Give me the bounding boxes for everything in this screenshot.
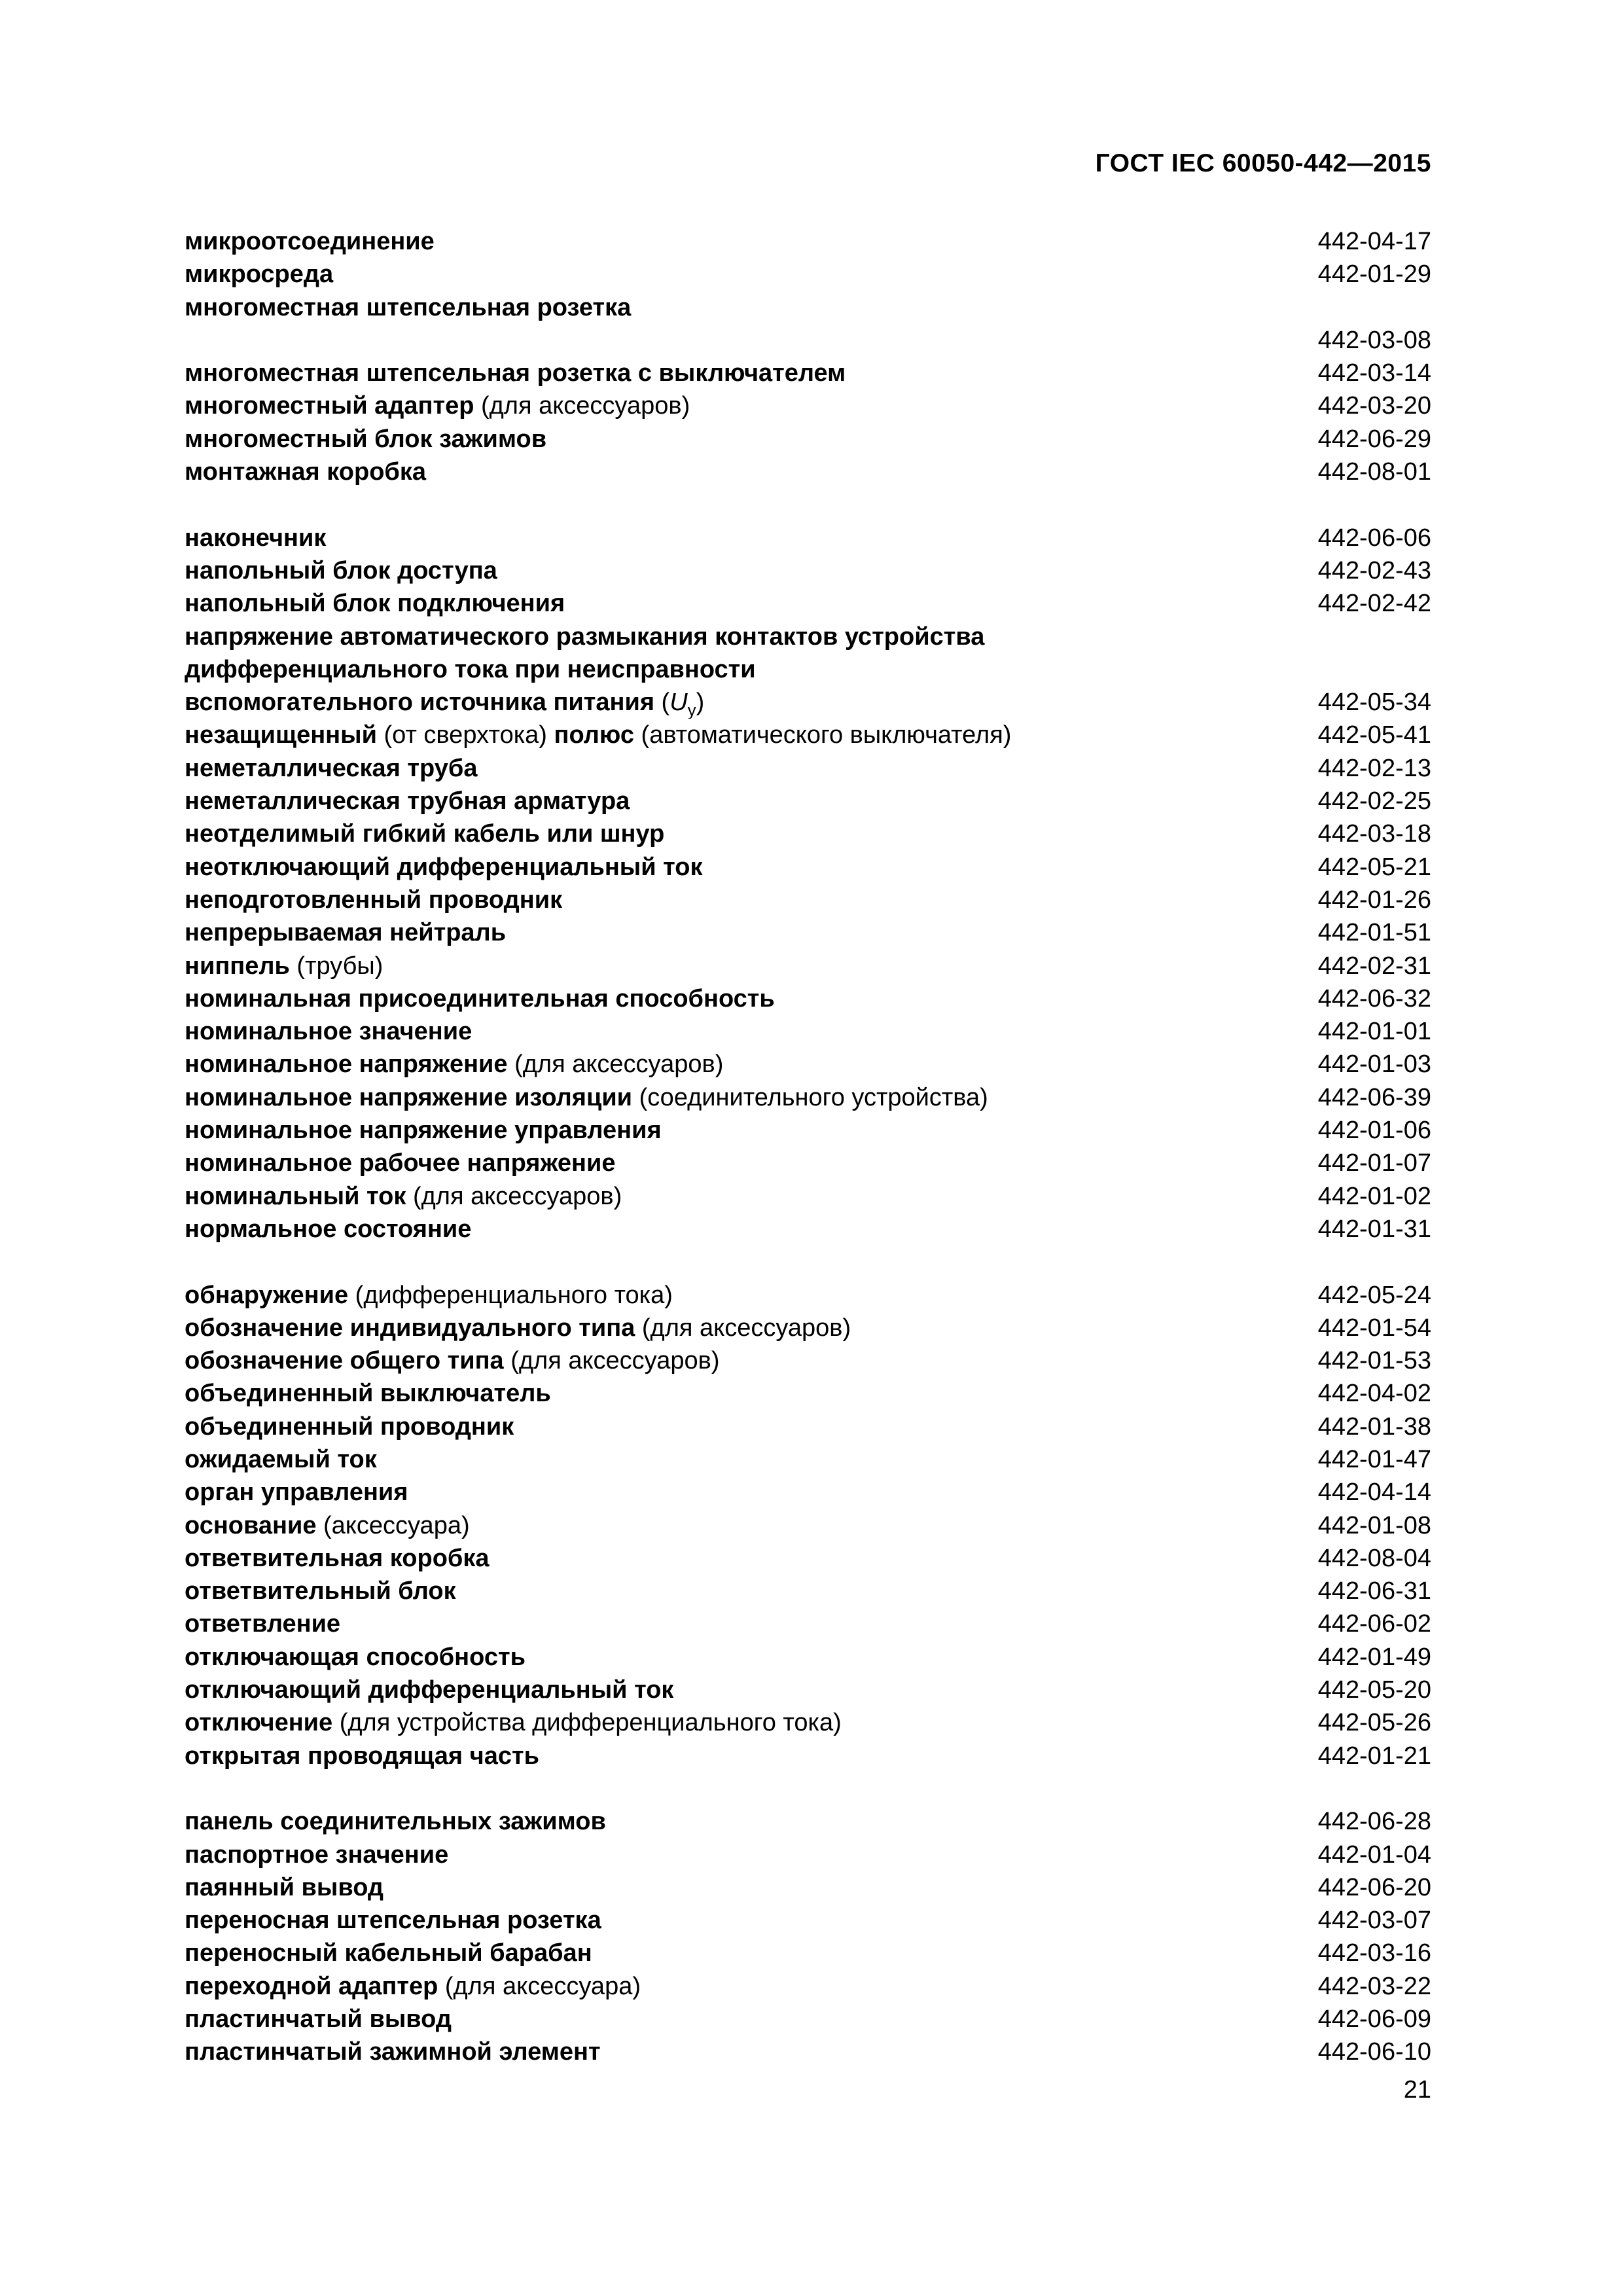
index-entry <box>185 1312 1431 1344</box>
term-code: 442-05-41 <box>1317 721 1431 749</box>
term-name: неотключающий дифференциальный ток <box>185 853 703 881</box>
term-code: 442-01-38 <box>1317 1412 1431 1441</box>
term-code: 442-06-28 <box>1317 1808 1431 1836</box>
index-entry <box>185 1740 1431 1772</box>
index-entry <box>185 324 1431 357</box>
term-code: 442-01-08 <box>1317 1511 1431 1539</box>
index-entry <box>185 1410 1431 1443</box>
term-code: 442-03-14 <box>1317 359 1431 387</box>
index-entry <box>185 1607 1431 1640</box>
index-entry <box>185 258 1431 291</box>
index-term <box>185 357 1318 389</box>
index-term <box>185 752 1318 785</box>
index-entry <box>185 2036 1431 2068</box>
term-code: 442-02-25 <box>1317 787 1431 816</box>
index-term <box>185 851 1318 884</box>
term-code: 442-04-02 <box>1317 1380 1431 1408</box>
term-name: открытая проводящая часть <box>185 1742 539 1770</box>
term-code: 442-03-16 <box>1317 1939 1431 1967</box>
index-entry <box>185 357 1431 389</box>
index-term <box>185 1641 1318 1674</box>
term-code: 442-05-26 <box>1317 1709 1431 1737</box>
term-code: 442-03-20 <box>1317 392 1431 420</box>
index-term <box>185 1904 1318 1937</box>
index-entry <box>185 752 1431 785</box>
term-code: 442-06-06 <box>1317 524 1431 552</box>
term-name: многоместная штепсельная розетка <box>185 293 632 321</box>
term-name: напольный блок доступа <box>185 556 497 584</box>
term-code: 442-04-17 <box>1317 228 1431 255</box>
term-name: переносная штепсельная розетка <box>185 1907 601 1935</box>
term-code: 442-02-13 <box>1317 754 1431 782</box>
index-entry <box>185 686 1431 719</box>
index-term <box>185 1147 1318 1179</box>
term-code: 442-06-39 <box>1317 1083 1431 1111</box>
term-name: микросреда <box>185 260 334 289</box>
term-name: напольный блок подключения <box>185 590 565 618</box>
index-entry <box>185 1706 1431 1739</box>
term-name: обозначение общего типа <box>185 1347 504 1375</box>
index-term <box>185 1575 1318 1607</box>
term-name: многоместная штепсельная розетка с выключателем <box>185 359 846 387</box>
index-term <box>185 1344 1318 1377</box>
term-code: 442-01-54 <box>1317 1314 1431 1342</box>
index-term <box>185 291 1431 324</box>
index-entry <box>185 2003 1431 2036</box>
term-code: 442-01-26 <box>1317 886 1431 914</box>
index-entry <box>185 1575 1431 1607</box>
term-name: номинальное напряжение управления <box>185 1117 662 1145</box>
index-entry <box>185 982 1431 1015</box>
index-term <box>185 1607 1318 1640</box>
index-entry <box>185 1509 1431 1542</box>
term-code: 442-01-47 <box>1317 1445 1431 1473</box>
term-name: отключающий дифференциальный ток <box>185 1676 674 1704</box>
index-entry <box>185 1839 1431 1871</box>
index-term <box>185 1937 1318 1969</box>
term-qualifier: (от сверхтока) <box>376 721 554 749</box>
index-term <box>185 1970 1318 2003</box>
index-entry <box>185 1344 1431 1377</box>
index-term <box>185 982 1318 1015</box>
term-name: номинальная присоединительная способность <box>185 984 775 1013</box>
index-entry <box>185 1542 1431 1575</box>
term-code: 442-03-07 <box>1317 1907 1431 1935</box>
index-term <box>185 554 1318 587</box>
index-term <box>185 686 1318 719</box>
index-entry <box>185 1871 1431 1904</box>
term-name: отключающая способность <box>185 1643 526 1671</box>
index-term <box>185 1542 1318 1575</box>
index-term <box>185 1213 1318 1246</box>
index-term <box>185 1081 1318 1114</box>
term-name: неметаллическая трубная арматура <box>185 787 630 816</box>
index-term <box>185 1476 1318 1509</box>
section-spacer <box>185 1246 1431 1278</box>
term-name: обозначение индивидуального типа <box>185 1314 635 1342</box>
index-term <box>185 719 1318 751</box>
index-term <box>185 1114 1318 1147</box>
term-qualifier: (U <box>654 689 688 717</box>
page-header-standard: ГОСТ IEC 60050-442—2015 <box>1095 149 1431 177</box>
term-name: номинальное значение <box>185 1018 473 1046</box>
term-name: многоместный блок зажимов <box>185 425 547 453</box>
term-code: 442-05-21 <box>1317 853 1431 881</box>
index-term <box>185 1509 1318 1542</box>
term-code: 442-01-07 <box>1317 1149 1431 1177</box>
term-name: номинальное рабочее напряжение <box>185 1149 616 1177</box>
index-term <box>185 620 1431 653</box>
term-name: номинальное напряжение <box>185 1050 508 1079</box>
term-name: ожидаемый ток <box>185 1445 377 1473</box>
term-name: основание <box>185 1511 317 1539</box>
section-spacer <box>185 488 1431 521</box>
term-code: 442-06-02 <box>1317 1610 1431 1638</box>
term-code: 442-06-20 <box>1317 1873 1431 1901</box>
index-term <box>185 2036 1318 2068</box>
index-term <box>185 1805 1318 1838</box>
index-entry <box>185 620 1431 653</box>
index-entry <box>185 1114 1431 1147</box>
term-name: многоместный адаптер <box>185 392 474 420</box>
index-term <box>185 1048 1318 1081</box>
term-code: 442-01-21 <box>1317 1742 1431 1770</box>
index-term <box>185 1377 1318 1410</box>
term-code: 442-03-18 <box>1317 820 1431 848</box>
index-entry <box>185 587 1431 620</box>
index-entry <box>185 851 1431 884</box>
index-term <box>185 1312 1318 1344</box>
term-name: переносный кабельный барабан <box>185 1939 592 1967</box>
term-code: 442-06-10 <box>1317 2038 1431 2066</box>
term-code: 442-02-42 <box>1317 590 1431 618</box>
term-code: 442-01-51 <box>1317 919 1431 947</box>
index-entry <box>185 225 1431 258</box>
term-name: переходной адаптер <box>185 1972 438 2000</box>
term-name: полюс <box>554 721 634 749</box>
term-name: орган управления <box>185 1479 408 1507</box>
term-qualifier: (трубы) <box>289 952 383 980</box>
term-code: 442-03-22 <box>1317 1972 1431 2000</box>
term-code: 442-06-09 <box>1317 2005 1431 2034</box>
index-term <box>185 1279 1318 1312</box>
index-term <box>185 884 1318 916</box>
index-term <box>185 1871 1318 1904</box>
index-term <box>185 1706 1318 1739</box>
term-name: ниппель <box>185 952 290 980</box>
index-entry <box>185 1937 1431 1969</box>
term-code: 442-04-14 <box>1317 1479 1431 1507</box>
term-qualifier: (соединительного устройства) <box>632 1083 988 1111</box>
index-entry <box>185 423 1431 456</box>
index-entry <box>185 1970 1431 2003</box>
term-qualifier: (для аксессуара) <box>438 1972 641 2000</box>
term-qualifier: (дифференциального тока) <box>348 1281 673 1309</box>
index-entry <box>185 1213 1431 1246</box>
term-qualifier: (для устройства дифференциального тока) <box>332 1709 842 1737</box>
index-term <box>185 653 1431 686</box>
index-term <box>185 587 1318 620</box>
term-name: отключение <box>185 1709 333 1737</box>
term-name: объединенный выключатель <box>185 1380 551 1408</box>
term-index-list <box>185 225 1431 2069</box>
index-entry <box>185 456 1431 488</box>
term-name: вспомогательного источника питания <box>185 689 654 717</box>
term-name: номинальный ток <box>185 1182 406 1210</box>
index-term <box>185 1015 1318 1048</box>
term-name: паянный вывод <box>185 1873 384 1901</box>
term-name: неотделимый гибкий кабель или шнур <box>185 820 665 848</box>
index-entry <box>185 522 1431 554</box>
index-entry <box>185 1904 1431 1937</box>
term-code: 442-06-29 <box>1317 425 1431 453</box>
index-term <box>185 950 1318 982</box>
term-name: непрерываемая нейтраль <box>185 919 507 947</box>
term-name: ответвление <box>185 1610 341 1638</box>
index-term <box>185 423 1318 456</box>
index-entry <box>185 1674 1431 1706</box>
term-name: ответвительная коробка <box>185 1544 490 1572</box>
term-code: 442-06-32 <box>1317 984 1431 1013</box>
index-entry <box>185 785 1431 817</box>
index-entry <box>185 1443 1431 1476</box>
term-qualifier: (для аксессуаров) <box>406 1182 622 1210</box>
index-entry <box>185 817 1431 850</box>
term-code: 442-01-06 <box>1317 1117 1431 1145</box>
term-code: 442-05-34 <box>1317 689 1431 717</box>
index-entry <box>185 554 1431 587</box>
index-term <box>185 1410 1318 1443</box>
term-code: 442-08-01 <box>1317 458 1431 486</box>
index-entry <box>185 653 1431 686</box>
index-entry <box>185 884 1431 916</box>
index-term <box>185 389 1318 422</box>
index-term <box>185 916 1318 949</box>
index-entry <box>185 1048 1431 1081</box>
term-qualifier: (для аксессуаров) <box>507 1050 724 1079</box>
section-spacer <box>185 1772 1431 1805</box>
index-term <box>185 1180 1318 1213</box>
term-code: 442-01-02 <box>1317 1182 1431 1210</box>
index-term <box>185 225 1318 258</box>
index-entry <box>185 719 1431 751</box>
index-entry <box>185 1476 1431 1509</box>
index-entry <box>185 1279 1431 1312</box>
index-term <box>185 1839 1318 1871</box>
term-name: паспортное значение <box>185 1840 449 1869</box>
index-entry <box>185 291 1431 324</box>
term-code: 442-06-31 <box>1317 1577 1431 1605</box>
index-term <box>185 456 1318 488</box>
term-name: обнаружение <box>185 1281 349 1309</box>
index-term <box>185 258 1318 291</box>
term-name: напряжение автоматического размыкания контактов устройства <box>185 622 985 651</box>
term-subscript: y <box>687 700 696 719</box>
term-name: ответвительный блок <box>185 1577 456 1605</box>
index-term <box>185 785 1318 817</box>
term-code: 442-01-01 <box>1317 1018 1431 1046</box>
term-code: 442-01-04 <box>1317 1840 1431 1869</box>
term-code: 442-08-04 <box>1317 1544 1431 1572</box>
term-name: неподготовленный проводник <box>185 886 563 914</box>
term-name: наконечник <box>185 524 327 552</box>
term-code: 442-05-20 <box>1317 1676 1431 1704</box>
term-name: пластинчатый вывод <box>185 2005 452 2034</box>
term-name: неметаллическая труба <box>185 754 478 782</box>
index-term <box>185 1740 1318 1772</box>
index-entry <box>185 1081 1431 1114</box>
index-entry <box>185 389 1431 422</box>
term-code: 442-02-43 <box>1317 556 1431 584</box>
term-code: 442-01-03 <box>1317 1050 1431 1079</box>
index-entry <box>185 1147 1431 1179</box>
index-entry <box>185 1805 1431 1838</box>
index-entry <box>185 1015 1431 1048</box>
term-name: панель соединительных зажимов <box>185 1808 606 1836</box>
index-entry <box>185 950 1431 982</box>
term-code: 442-03-08 <box>1317 326 1431 354</box>
term-qualifier: (для аксессуаров) <box>635 1314 851 1342</box>
term-name: пластинчатый зажимной элемент <box>185 2038 601 2066</box>
index-entry <box>185 1180 1431 1213</box>
term-code: 442-01-49 <box>1317 1643 1431 1671</box>
term-name: незащищенный <box>185 721 377 749</box>
term-qualifier: (аксессуара) <box>316 1511 470 1539</box>
term-code: 442-02-31 <box>1317 952 1431 980</box>
page-number: 21 <box>1403 2076 1431 2104</box>
term-qualifier: (для аксессуаров) <box>474 392 690 420</box>
index-entry <box>185 1641 1431 1674</box>
term-name: монтажная коробка <box>185 458 427 486</box>
index-term <box>185 2003 1318 2036</box>
term-code: 442-01-31 <box>1317 1215 1431 1243</box>
index-term <box>185 1674 1318 1706</box>
index-term <box>185 1443 1318 1476</box>
term-code: 442-05-24 <box>1317 1281 1431 1309</box>
term-name: объединенный проводник <box>185 1412 514 1441</box>
term-name: микроотсоединение <box>185 228 435 255</box>
index-entry <box>185 916 1431 949</box>
term-name: номинальное напряжение изоляции <box>185 1083 633 1111</box>
term-qualifier: ) <box>696 689 705 717</box>
term-name: нормальное состояние <box>185 1215 472 1243</box>
index-entry <box>185 1377 1431 1410</box>
term-qualifier: (автоматического выключателя) <box>633 721 1012 749</box>
term-code: 442-01-53 <box>1317 1347 1431 1375</box>
index-term <box>185 522 1318 554</box>
index-term <box>185 817 1318 850</box>
term-code: 442-01-29 <box>1317 260 1431 289</box>
term-qualifier: (для аксессуаров) <box>503 1347 720 1375</box>
term-name: дифференциального тока при неисправности <box>185 655 756 683</box>
